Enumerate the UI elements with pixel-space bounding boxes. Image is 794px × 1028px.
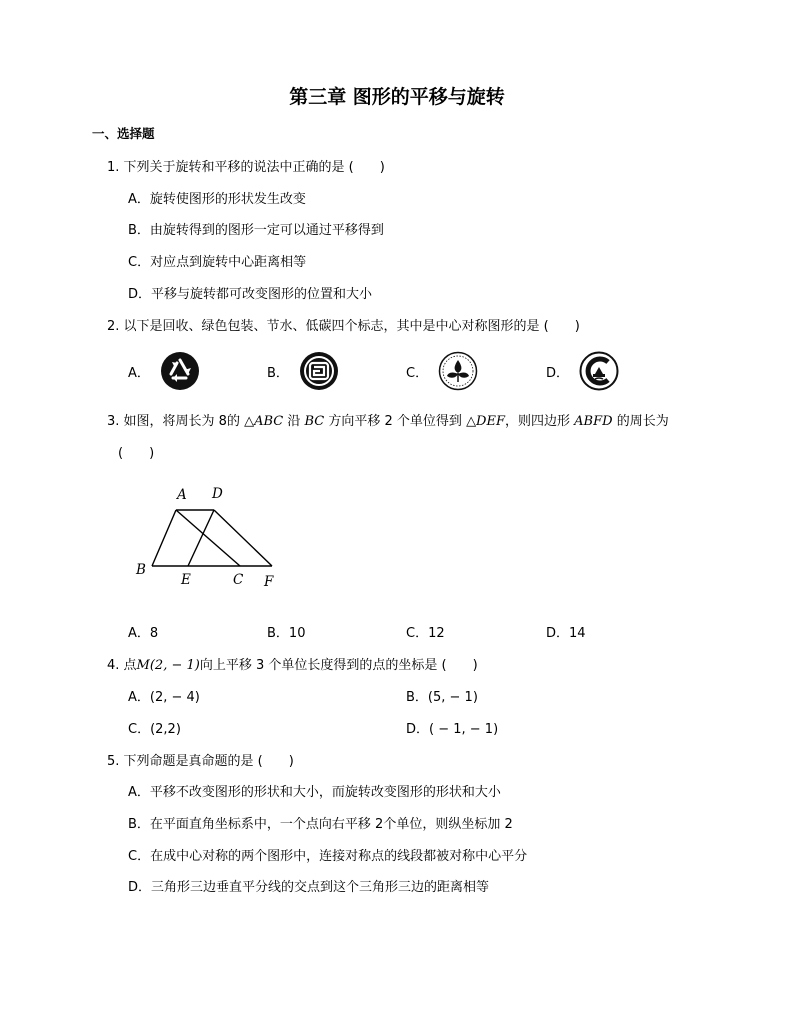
- question-4-option-a: A．(2, − 4): [128, 690, 200, 705]
- option-label: C．: [406, 365, 429, 381]
- point-label-a: A: [177, 487, 187, 503]
- question-1-option-a: A．旋转使图形的形状发生改变: [128, 192, 306, 207]
- math-point-m: M(2, − 1): [136, 658, 200, 673]
- question-5-option-b: B．在平面直角坐标系中，一个点向右平移 2个单位，则纵坐标加 2: [128, 817, 513, 832]
- question-3-option-b: B．10: [267, 626, 306, 641]
- question-1-stem: 1. 下列关于旋转和平移的说法中正确的是 ( ): [107, 160, 385, 175]
- question-4-option-b: B．(5, − 1): [406, 690, 478, 705]
- question-1-option-d: D．平移与旋转都可改变图形的位置和大小: [128, 287, 373, 302]
- option-label: B．: [267, 365, 289, 381]
- question-2-option-b: [267, 351, 339, 391]
- segment-df: [214, 510, 272, 566]
- question-3-paren: ( ): [118, 446, 155, 461]
- option-label: D．: [546, 365, 570, 381]
- point-label-b: B: [136, 562, 146, 578]
- question-4-option-d: D．( − 1, − 1): [406, 722, 499, 737]
- question-3-option-c: C．12: [406, 626, 445, 641]
- section-heading: 一、选择题: [92, 126, 155, 141]
- math-bc: BC: [304, 414, 325, 429]
- question-5-stem: 5. 下列命题是真命题的是 ( ): [107, 754, 294, 769]
- question-3-option-a: A．8: [128, 626, 159, 641]
- question-4-option-c: C．(2,2): [128, 722, 181, 737]
- point-label-d: D: [212, 486, 223, 502]
- water-drop-leaf-logo-icon: [438, 351, 478, 391]
- question-2-stem: 2. 以下是回收、绿色包装、节水、低碳四个标志，其中是中心对称图形的是 ( ): [107, 319, 580, 334]
- question-5-option-d: D．三角形三边垂直平分线的交点到这个三角形三边的距离相等: [128, 880, 490, 895]
- translation-figure: [128, 482, 298, 594]
- page-title: 第三章 图形的平移与旋转: [289, 86, 505, 108]
- segment-ab: [152, 510, 176, 566]
- math-triangle-def: △DEF: [466, 414, 505, 429]
- question-2-option-d: [546, 351, 619, 391]
- square-spiral-logo-icon: [299, 351, 339, 391]
- question-3-stem: 3. 如图，将周长为 8的 △ABC 沿 BC 方向平移 2 个单位得到 △DEF，则四边形 ABFD 的周长为: [107, 414, 669, 429]
- question-2-option-a: [128, 351, 200, 391]
- recycle-logo-icon: [160, 351, 200, 391]
- question-4-stem: 4. 点M(2, − 1)向上平移 3 个单位长度得到的点的坐标是 ( ): [107, 658, 478, 673]
- letter-c-logo-icon: [579, 351, 619, 391]
- math-quad-abfd: ABFD: [574, 414, 613, 429]
- question-3-option-d: D．14: [546, 626, 586, 641]
- question-1-option-b: B．由旋转得到的图形一定可以通过平移得到: [128, 223, 384, 238]
- question-5-option-a: A．平移不改变图形的形状和大小，而旋转改变图形的形状和大小: [128, 785, 501, 800]
- point-label-c: C: [233, 572, 244, 588]
- math-triangle-abc: △ABC: [244, 414, 284, 429]
- point-label-e: E: [181, 572, 191, 588]
- question-2-option-c: [406, 351, 478, 391]
- segment-de: [188, 510, 214, 566]
- point-label-f: F: [264, 574, 274, 590]
- question-5-option-c: C．在成中心对称的两个图形中，连接对称点的线段都被对称中心平分: [128, 849, 528, 864]
- segment-ac: [176, 510, 240, 566]
- question-1-option-c: C．对应点到旋转中心距离相等: [128, 255, 307, 270]
- option-label: A．: [128, 365, 150, 381]
